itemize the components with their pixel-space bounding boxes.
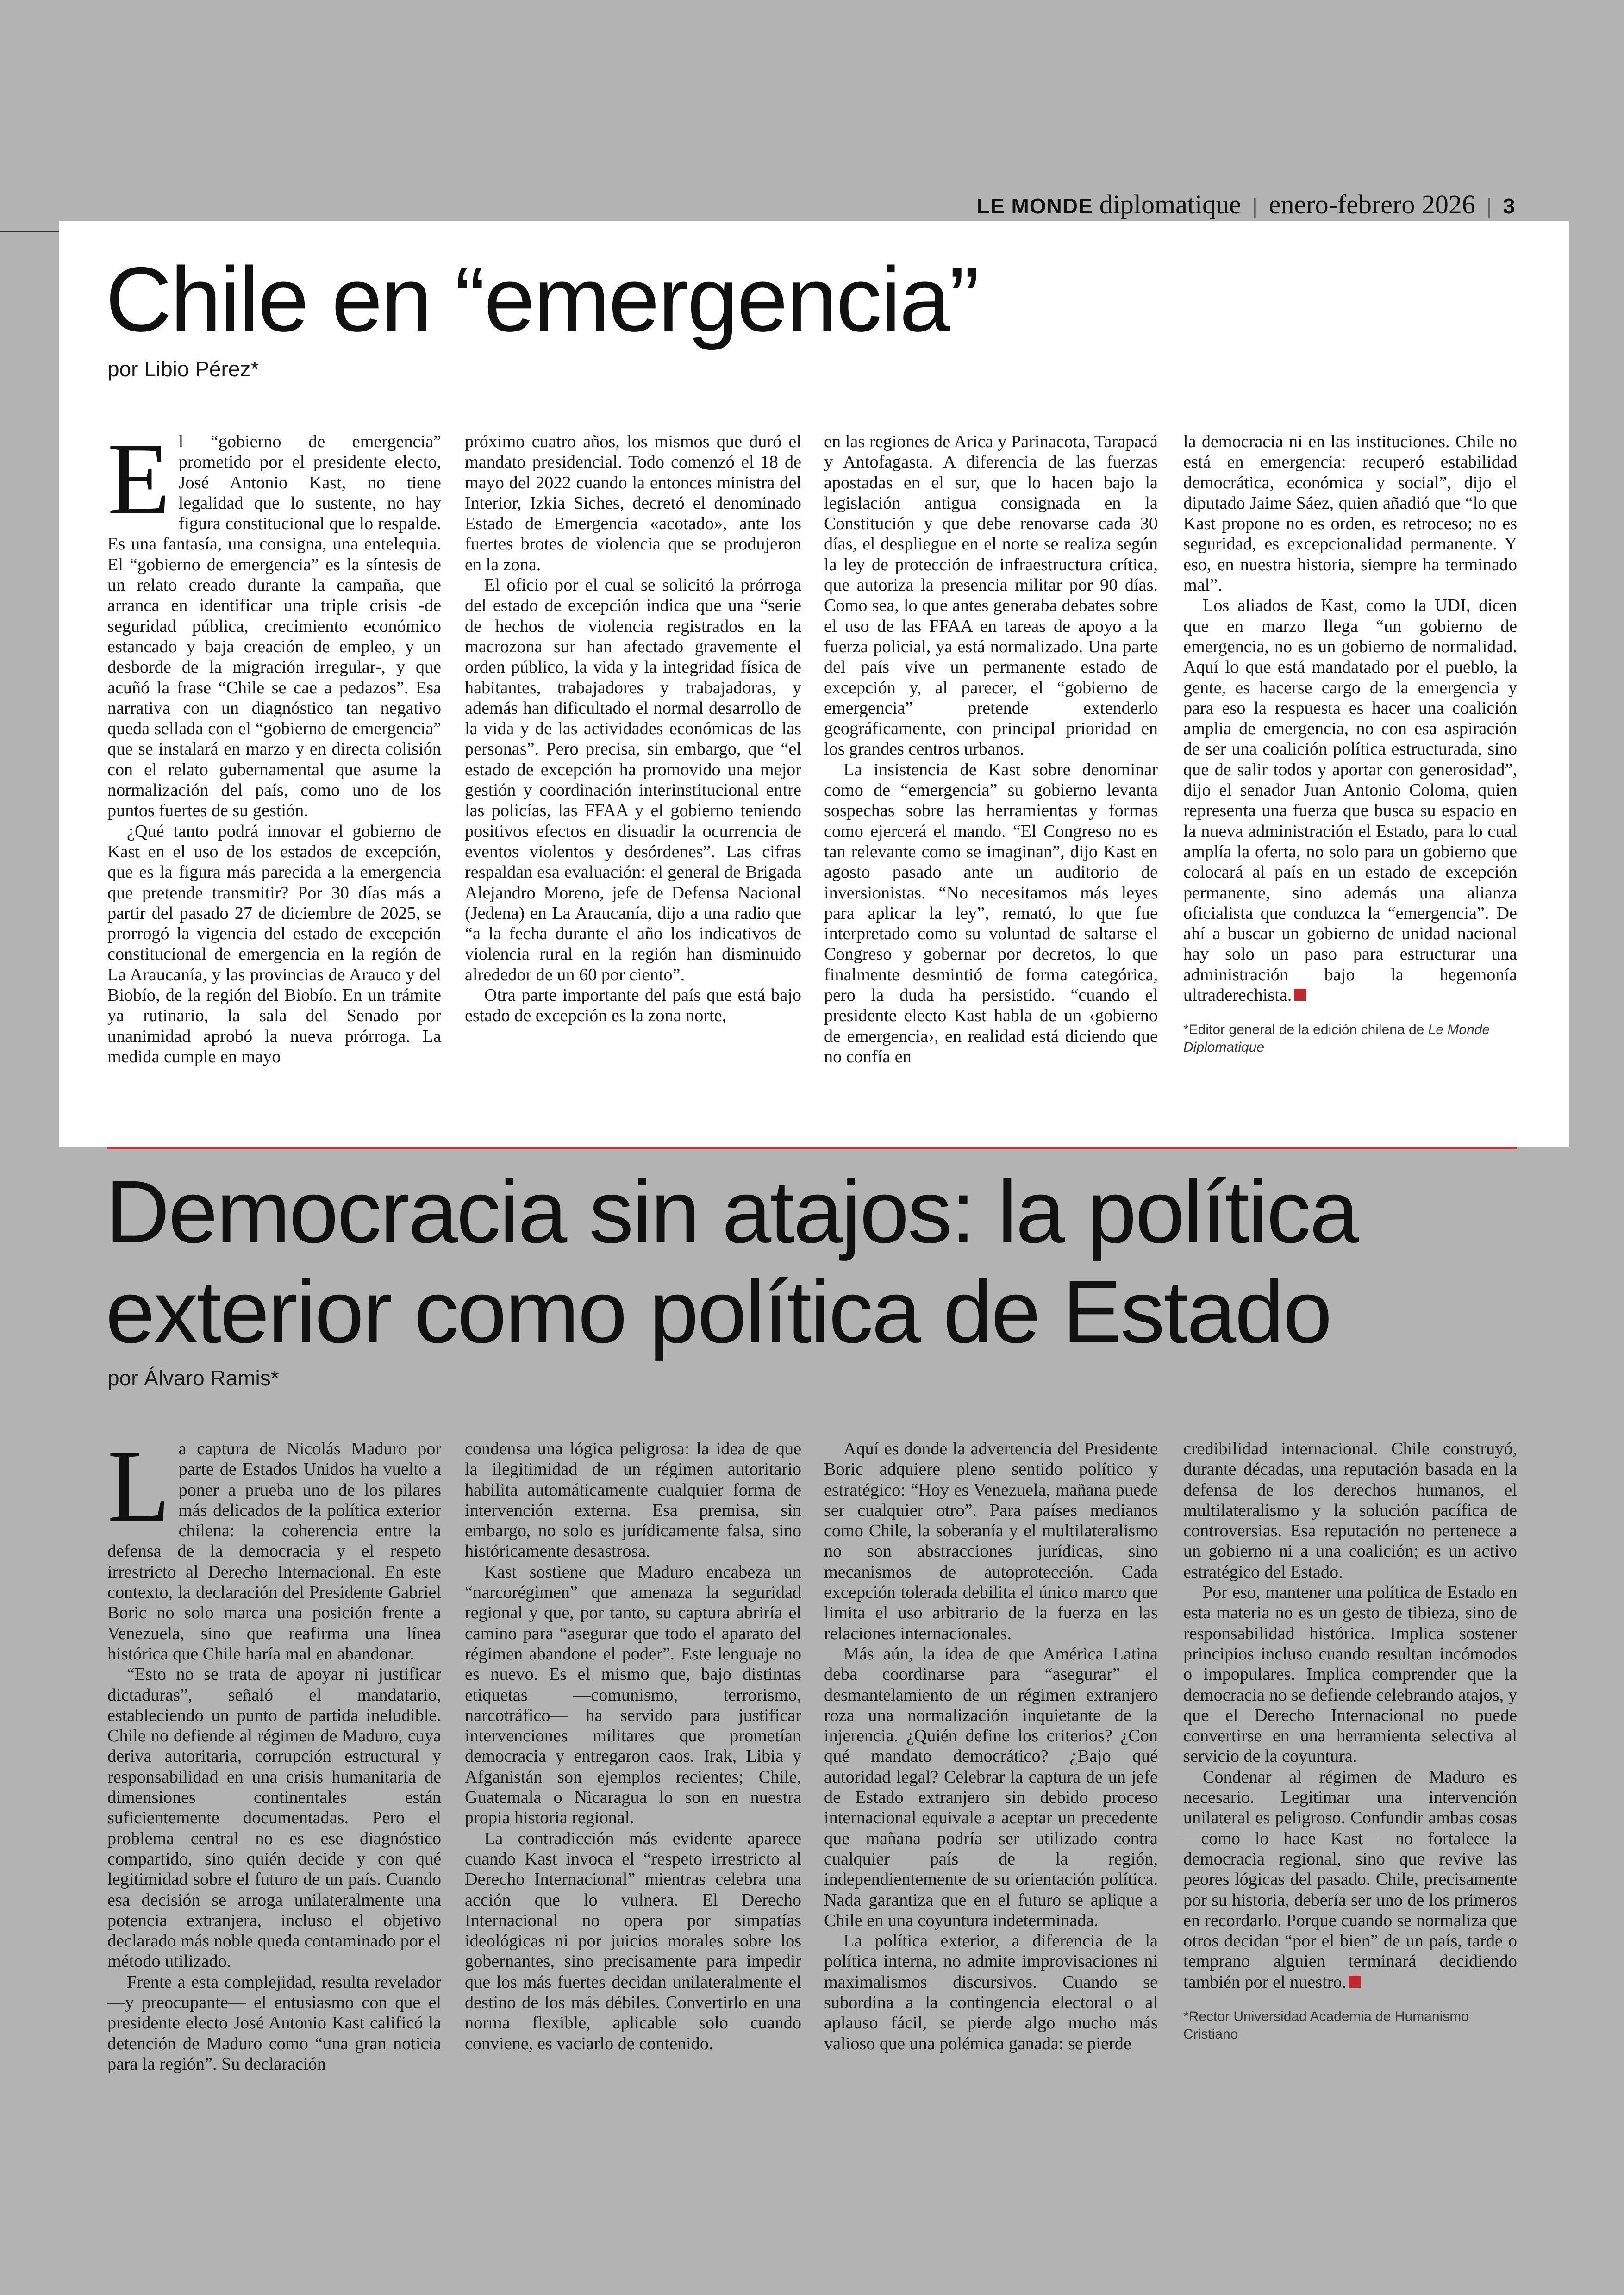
article-2-column-1	[107, 1429, 441, 2074]
article-2-byline: por Álvaro Ramis*	[107, 1366, 279, 1390]
paragraph-text: Los aliados de Kast, como la UDI, dicen que en marzo llega “un gobierno de emergencia, no es un gobierno de normalidad. Aquí lo que está mandatado por el pueblo, la gente, es hacerse cargo de la emergencia y para eso la respuesta es hacer una coalición amplia de emergencia, no con esa aspiración de ser una coalición política estructurada, sino que de salir todos y aportar con generosidad”, dijo el senador Juan Antonio Coloma, quien representa una fuerza que busca su espacio en la nueva administración el Estado, para lo cual amplía la oferta, no solo para un gobierno que colocará al país en un estado de excepción permanente, sino además una alianza oficialista que conduzca la “emergencia”. De ahí a buscar un gobierno de unidad nacional hay solo un paso para estructurar una administración bajo la hegemonía ultraderechista.	[1183, 596, 1517, 1005]
article-1-col2-para-1: próximo cuatro años, los mismos que duró el mandato presidencial. Todo comenzó el 18 de mayo del 2022 cuando la entonces ministra del Interior, Izkia Siches, decretó el denominado Estado de Emergencia «acotado», ante los fuertes brotes de violencia que se produjeron en la zona.	[465, 432, 801, 574]
article-1-col3-para-2: La insistencia de Kast sobre denominar como de “emergencia” su gobierno levanta sospechas sobre las herramientas y formas como ejercerá el mando. “El Congreso no es tan relevante como se imaginan”, dijo Kast en agosto pasado ante un auditorio de inversionistas. “No necesitamos más leyes para aplicar la ley”, remató, lo que fue interpretado como su voluntad de saltarse el Congreso y gobernar por decretos, lo que finalmente desmintió de forma categórica, pero la duda ha persistido. “cuando el presidente electo Kast habla de un ‹gobierno de emergencia›, en realidad está diciendo que no confía en	[824, 760, 1158, 1066]
article-1-col2-para-3: Otra parte importante del país que está bajo estado de excepción es la zona norte,	[465, 985, 801, 1026]
article-1-column-2	[465, 431, 801, 1026]
section-divider-rule	[107, 1147, 1517, 1149]
footnote-italic: Le Monde Diplomatique	[1183, 1022, 1490, 1055]
article-1-col3-para-1: en las regiones de Arica y Parinacota, Tarapacá y Antofagasta. A diferencia de las fuerzas apostadas en el sur, que lo hacen bajo la legislación antigua consignada en la Constitución y que debe renovarse cada 30 días, el despliegue en el norte se realiza según la ley de protección de infraestructura crítica, que autoriza la presencia militar por 90 días. Como sea, lo que antes generaba debates sobre el uso de las FFAA en tareas de apoyo a la fuerza policial, ya está normalizado. Una parte del país vive un permanente estado de excepción y, al parecer, el “gobierno de emergencia” pretende extenderlo geográficamente, con principal prioridad en los grandes centros urbanos.	[824, 432, 1158, 759]
article-1-col1-para-2: ¿Qué tanto podrá innovar el gobierno de Kast en el uso de los estados de excepción, que es la figura más parecida a la emergencia que pretende transmitir? Por 30 días más a partir del pasado 27 de diciembre de 2025, se prorrogó la vigencia del estado de excepción constitucional de emergencia en la región de La Araucanía, y las provincias de Arauco y del Biobío, de la región del Biobío. En un trámite ya rutinario, la sala del Senado por unanimidad aprobó la nueva prórroga. La medida cumple en mayo	[107, 821, 441, 1066]
masthead-date: enero-febrero 2026	[1268, 189, 1475, 219]
article-2-col1-para-2: “Esto no se trata de apoyar ni justificar dictaduras”, señaló el mandatario, estableciendo un punto de partida ineludible. Chile no defiende al régimen de Maduro, cuya deriva autoritaria, corrupción estructural y responsabilidad en una crisis humanitaria de dimensiones continentales están suficientemente documentadas. Pero el problema central no es ese diagnóstico compartido, sino quién decide y con qué legitimidad sobre el futuro de un país. Cuando esa decisión se arroga unilateralmente una potencia extranjera, incluso el objetivo declarado más noble queda contaminado por el método utilizado.	[107, 1665, 441, 1971]
page-number: 3	[1503, 194, 1515, 218]
article-1-column-4	[1183, 431, 1517, 1056]
paragraph-text: Condenar al régimen de Maduro es necesario. Legitimar una intervención unilateral es peligroso. Confundir ambas cosas —como lo hace Kast— no fortalece la democracia regional, sino que revive las peores lógicas del pasado. Chile, precisamente por su historia, debería ser uno de los primeros en recordarlo. Porque cuando se normaliza que otros decidan “por el bien” de un país, tarde o temprano alguien terminará decidiendo también por el nuestro.	[1183, 1767, 1517, 1992]
article-2-col4-para-2: Por eso, mantener una política de Estado en esta materia no es un gesto de tibieza, sino de responsabilidad histórica. Implica sostener principios incluso cuando resultan incómodos o impopulares. Implica comprender que la democracia no se defiende celebrando atajos, y que el Derecho Internacional no puede convertirse en una herramienta selectiva al servicio de la coyuntura.	[1183, 1583, 1517, 1766]
masthead-brand-bold: LE MONDE	[977, 194, 1093, 218]
article-1-footnote	[1183, 1021, 1517, 1056]
article-2-footnote: *Rector Universidad Academia de Humanismo Cristiano	[1183, 2009, 1469, 2042]
article-2-col1-para-3: Frente a esta complejidad, resulta revelador —y preocupante— el entusiasmo con que el presidente electo José Antonio Kast calificó la detención de Maduro como “una gran noticia para la región”. Su declaración	[107, 1972, 441, 2074]
article-2-col2-para-1: condensa una lógica peligrosa: la idea de que la ilegitimidad de un régimen autoritario habilita automáticamente cualquier forma de intervención externa. Esa premisa, sin embargo, no solo es jurídicamente falsa, sino históricamente desastrosa.	[465, 1439, 801, 1561]
article-2-col2-para-2: Kast sostiene que Maduro encabeza un “narcorégimen” que amenaza la seguridad regional y que, por tanto, su captura abriría el camino para “asegurar que todo el aparato del régimen abandone el poder”. Este lenguaje no es nuevo. Es el mismo que, bajo distintas etiquetas —comunismo, terrorismo, narcotráfico— ha servido para justificar intervenciones militares que prometían democracia y entregaron caos. Irak, Libia y Afganistán son ejemplos recientes; Chile, Guatemala o Nicaragua lo son en nuestra propia historia regional.	[465, 1562, 801, 1828]
article-2-col3-para-2: Más aún, la idea de que América Latina deba coordinarse para “asegurar” el desmantelamiento de un régimen extranjero roza una normalización inquietante de la injerencia. ¿Quién define los criterios? ¿Con qué mandato democrático? ¿Bajo qué autoridad legal? Celebrar la captura de un jefe de Estado extranjero sin debido proceso internacional equivale a aceptar un precedente que mañana podría ser utilizado contra cualquier país de la región, independientemente de su orientación política. Nada garantiza que en el futuro se aplique a Chile en una coyuntura indeterminada.	[824, 1644, 1158, 1930]
article-2-col4-para-1: credibilidad internacional. Chile construyó, durante décadas, una reputación basada en la defensa de los derechos humanos, el multilateralismo y la solución pacífica de controversias. Esa reputación no pertenece a un gobierno ni a una coalición; es un activo estratégico del Estado.	[1183, 1439, 1517, 1582]
article-1-col4-para-2	[1183, 595, 1517, 1005]
drop-cap: E	[107, 422, 170, 536]
article-2-col4-para-3	[1183, 1767, 1517, 1992]
article-2-column-2	[465, 1439, 801, 2054]
article-1-column-3	[824, 431, 1158, 1067]
article-2-column-4	[1183, 1439, 1517, 2043]
article-1-col4-para-1: la democracia ni en las instituciones. Chile no está en emergencia: recuperó estabilidad democrática, económica y social”, dijo el diputado Jaime Sáez, quien añadió que “lo que Kast propone no es orden, es retroceso; no es seguridad, es excepcionalidad permanente. Y eso, en nuestra historia, siempre ha terminado mal”.	[1183, 432, 1517, 595]
article-2-col3-para-1: Aquí es donde la advertencia del Presidente Boric adquiere pleno sentido político y estratégico: “Hoy es Venezuela, mañana puede ser cualquier otro”. Para países medianos como Chile, la soberanía y el multilateralismo no son abstracciones jurídicas, sino mecanismos de autoprotección. Cada excepción tolerada debilita el único marco que limita el uso arbitrario de la fuerza en las relaciones internacionales.	[824, 1439, 1158, 1643]
drop-cap: L	[107, 1429, 170, 1543]
article-2-col3-para-3: La política exterior, a diferencia de la política interna, no admite improvisaciones ni maximalismos discursivos. Cuando se subordina a la contingencia electoral o al aplauso fácil, se pierde algo mucho más valioso que una polémica ganada: se pierde	[824, 1931, 1158, 2053]
article-1-byline: por Libio Pérez*	[107, 357, 259, 381]
end-mark-icon	[1349, 1976, 1361, 1988]
footnote-text: *Editor general de la edición chilena de	[1183, 1022, 1428, 1038]
article-2-col2-para-3: La contradicción más evidente aparece cuando Kast invoca el “respeto irrestricto al Derecho Internacional” mientras celebra una acción que lo vulnera. El Derecho Internacional no opera por simpatías ideológicas ni por juicios morales sobre los gobernantes, sino precisamente para impedir que los más fuertes decidan unilateralmente el destino de los más débiles. Convertirlo en una norma flexible, aplicable solo cuando conviene, es vaciarlo de contenido.	[465, 1828, 801, 2053]
paragraph-text: a captura de Nicolás Maduro por parte de Estados Unidos ha vuelto a poner a prueba uno de los pilares más delicados de la política exterior chilena: la coherencia entre la defensa de la democracia y el respeto irrestricto al Derecho Internacional. En este contexto, la declaración del Presidente Gabriel Boric no solo marca una posición frente a Venezuela, sino que reafirma una línea histórica que Chile haría mal en abandonar.	[107, 1439, 441, 1664]
masthead-brand-rest: diplomatique	[1099, 189, 1241, 219]
article-1-col1-para-1	[107, 422, 441, 821]
article-2-headline-line-1: Democracia sin atajos: la política	[106, 1162, 1358, 1261]
article-2-column-3	[824, 1439, 1158, 2054]
article-1-headline: Chile en “emergencia”	[106, 248, 978, 350]
masthead-separator-2: |	[1486, 194, 1492, 218]
article-2-headline-line-2: exterior como política de Estado	[106, 1262, 1331, 1361]
article-1-col2-para-2: El oficio por el cual se solicitó la prórroga del estado de excepción indica que una “serie de hechos de violencia registrados en la macrozona sur han afectado gravemente el orden público, la vida y la integridad física de habitantes, trabajadores y trabajadoras, y además han dificultado el normal desarrollo de la vida y de las actividades económicas de las personas”. Pero precisa, sin embargo, que “el estado de excepción ha promovido una mejor gestión y coordinación interinstitucional entre las policías, las FFAA y el gobierno teniendo positivos efectos en disuadir la ocurrencia de eventos violentos y desórdenes”. Las cifras respaldan esa evaluación: el general de Brigada Alejandro Moreno, jefe de Defensa Nacional (Jedena) en La Araucanía, dijo a una radio que “a la fecha durante el año los indicativos de violencia rural en la región han disminuido alrededor de un 60 por ciento”.	[465, 575, 801, 985]
article-1-column-1	[107, 422, 441, 1067]
paragraph-text: l “gobierno de emergencia” prometido por el presidente electo, José Antonio Kast, no tiene legalidad que lo sustente, no hay figura constitucional que lo respalde. Es una fantasía, una consigna, una entelequia. El “gobierno de emergencia” es la síntesis de un relato creado durante la campaña, que arranca en identificar una triple crisis -de seguridad pública, crecimiento económico estancado y baja creación de empleo, y un desborde de la migración irregular-, y que acuñó la frase “Chile se cae a pedazos”. Esa narrativa con un diagnóstico tan negativo queda sellada con el “gobierno de emergencia” que se instalará en marzo y en directa colisión con el relato gubernamental que asume la normalización del país, como uno de los puntos fuertes de su gestión.	[107, 432, 441, 821]
article-2-col1-para-1	[107, 1429, 441, 1664]
end-mark-icon	[1294, 989, 1306, 1001]
masthead	[977, 189, 1518, 226]
masthead-separator: |	[1252, 194, 1258, 218]
